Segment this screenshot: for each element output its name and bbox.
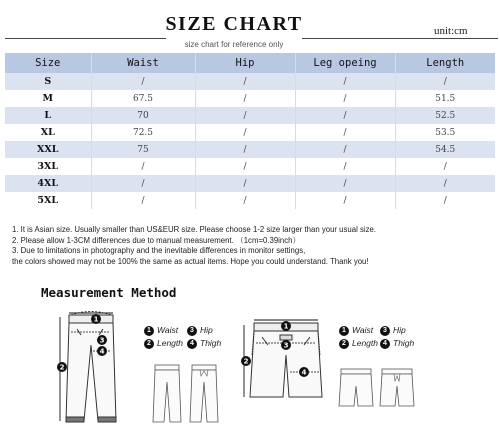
- length-cell: 54.5: [395, 141, 495, 158]
- svg-text:1: 1: [283, 322, 289, 331]
- svg-text:1: 1: [93, 315, 99, 324]
- shorts-legend-thigh: 4 Thigh: [380, 338, 414, 349]
- hip-cell: /: [195, 107, 295, 124]
- legend-number: 2: [339, 339, 349, 349]
- shorts-marker-1: [281, 321, 291, 331]
- length-cell: /: [395, 73, 495, 90]
- shorts-diagram-icon: [238, 315, 330, 415]
- svg-text:2: 2: [59, 363, 65, 372]
- legend-waist: 1 Waist: [144, 325, 178, 336]
- leg-opening-cell: /: [295, 158, 395, 175]
- column-header-leg-opening: Leg opeing: [295, 53, 395, 73]
- leg-opening-cell: /: [295, 73, 395, 90]
- size-cell: M: [5, 90, 91, 107]
- size-cell: XL: [5, 124, 91, 141]
- column-header-waist: Waist: [91, 53, 195, 73]
- svg-text:3: 3: [283, 341, 289, 350]
- legend-hip: 3 Hip: [187, 325, 213, 336]
- size-cell: 3XL: [5, 158, 91, 175]
- table-row: [5, 90, 495, 107]
- length-cell: 53.5: [395, 124, 495, 141]
- waist-cell: 67.5: [91, 90, 195, 107]
- legend-number: 3: [380, 326, 390, 336]
- shorts-legend-length: 2 Length: [339, 338, 378, 349]
- svg-text:4: 4: [301, 368, 307, 377]
- size-cell: L: [5, 107, 91, 124]
- hip-cell: /: [195, 90, 295, 107]
- table-row: [5, 141, 495, 158]
- table-row: [5, 124, 495, 141]
- hip-cell: /: [195, 175, 295, 192]
- leg-opening-cell: /: [295, 124, 395, 141]
- measure-marker-1: [91, 314, 101, 324]
- size-cell: XXL: [5, 141, 91, 158]
- hip-cell: /: [195, 158, 295, 175]
- measurement-method-title: Measurement Method: [41, 285, 177, 300]
- legend-number: 3: [187, 326, 197, 336]
- waist-cell: /: [91, 73, 195, 90]
- length-cell: /: [395, 175, 495, 192]
- long-pants-diagram-icon: [55, 305, 125, 435]
- size-notes: [12, 225, 497, 267]
- measure-marker-3: [97, 335, 107, 345]
- table-row: [5, 158, 495, 175]
- size-cell: 4XL: [5, 175, 91, 192]
- hip-cell: /: [195, 73, 295, 90]
- svg-text:4: 4: [99, 347, 105, 356]
- shorts-thumbnail-icon: [338, 366, 418, 414]
- leg-opening-cell: /: [295, 141, 395, 158]
- column-header-length: Length: [395, 53, 495, 73]
- shorts-legend-waist: 1 Waist: [339, 325, 373, 336]
- legend-number: 4: [187, 339, 197, 349]
- length-cell: /: [395, 192, 495, 209]
- legend-length: 2 Length: [144, 338, 183, 349]
- title-rule-right: [302, 38, 498, 39]
- table-header-row: [5, 53, 495, 73]
- column-header-hip: Hip: [195, 53, 295, 73]
- hip-cell: /: [195, 124, 295, 141]
- shorts-marker-3: [281, 340, 291, 350]
- subtitle: size chart for reference only: [184, 40, 284, 49]
- page-title: SIZE CHART: [165, 13, 303, 35]
- title-rule-left: [5, 38, 166, 39]
- note-line: 3. Due to limitations in photography and the inevitable differences in monitor settings,: [12, 246, 306, 256]
- table-row: [5, 175, 495, 192]
- legend-number: 2: [144, 339, 154, 349]
- shorts-legend-hip: 3 Hip: [380, 325, 406, 336]
- note-line: the colors showed may not be 100% the same as actual items. Hope you could understand. Thank you!: [12, 256, 369, 266]
- table-row: [5, 73, 495, 90]
- unit-label: unit:cm: [434, 25, 468, 37]
- svg-text:3: 3: [99, 336, 105, 345]
- size-cell: 5XL: [5, 192, 91, 209]
- legend-thigh: 4 Thigh: [187, 338, 221, 349]
- legend-number: 1: [144, 326, 154, 336]
- length-cell: 52.5: [395, 107, 495, 124]
- measure-marker-4: [97, 346, 107, 356]
- length-cell: /: [395, 158, 495, 175]
- waist-cell: /: [91, 192, 195, 209]
- size-table: [5, 53, 495, 209]
- leg-opening-cell: /: [295, 90, 395, 107]
- note-line: 1. It is Asian size. Usually smaller than US&EUR size. Please choose 1-2 size larger than your usual size.: [12, 225, 377, 234]
- size-cell: S: [5, 73, 91, 90]
- waist-cell: /: [91, 175, 195, 192]
- hip-cell: /: [195, 192, 295, 209]
- waist-cell: 75: [91, 141, 195, 158]
- column-header-size: Size: [5, 53, 91, 73]
- table-row: [5, 192, 495, 209]
- leg-opening-cell: /: [295, 175, 395, 192]
- leg-opening-cell: /: [295, 107, 395, 124]
- measure-marker-2: [57, 362, 67, 372]
- legend-number: 1: [339, 326, 349, 336]
- table-row: [5, 107, 495, 124]
- note-line: 2. Please allow 1-3CM differences due to manual measurement. （1cm=0.39inch）: [12, 235, 301, 245]
- hip-cell: /: [195, 141, 295, 158]
- svg-text:2: 2: [243, 357, 249, 366]
- waist-cell: /: [91, 158, 195, 175]
- leg-opening-cell: /: [295, 192, 395, 209]
- shorts-marker-4: [299, 367, 309, 377]
- length-cell: 51.5: [395, 90, 495, 107]
- long-pants-thumbnail-icon: [150, 362, 225, 427]
- shorts-marker-2: [241, 356, 251, 366]
- legend-number: 4: [380, 339, 390, 349]
- waist-cell: 72.5: [91, 124, 195, 141]
- waist-cell: 70: [91, 107, 195, 124]
